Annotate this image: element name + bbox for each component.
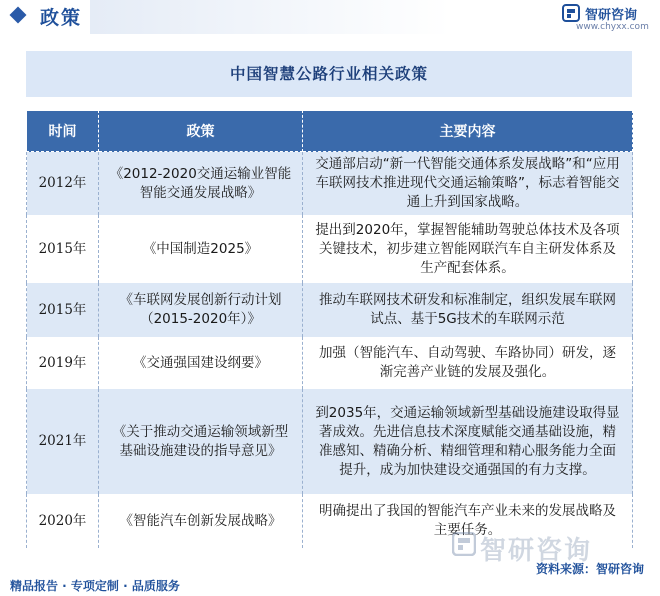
column-header-time: 时间 bbox=[27, 111, 99, 152]
row-year: 2012年 bbox=[27, 152, 99, 216]
row-content: 提出到2020年，掌握智能辅助驾驶总体技术及各项关键技术，初步建立智能网联汽车自主研发体系及生产配套体系。 bbox=[303, 215, 633, 283]
table-row bbox=[27, 283, 633, 337]
footer-tagline: 精品报告 · 专项定制 · 品质服务 bbox=[10, 579, 180, 593]
policy-table-section bbox=[26, 51, 632, 548]
column-header-content: 主要内容 bbox=[303, 111, 633, 152]
row-content: 明确提出了我国的智能汽车产业未来的发展战略及主要任务。 bbox=[303, 494, 633, 548]
row-policy: 《中国制造2025》 bbox=[99, 215, 303, 283]
table-row bbox=[27, 215, 633, 283]
policy-table bbox=[26, 110, 633, 548]
footer-source: 资料来源：智研咨询 bbox=[536, 562, 645, 576]
row-year: 2015年 bbox=[27, 215, 99, 283]
table-row bbox=[27, 389, 633, 494]
table-title: 中国智慧公路行业相关政策 bbox=[26, 51, 632, 97]
table-row bbox=[27, 152, 633, 216]
column-header-policy: 政策 bbox=[99, 111, 303, 152]
row-year: 2020年 bbox=[27, 494, 99, 548]
row-policy: 《2012-2020交通运输业智能智能交通发展战略》 bbox=[99, 152, 303, 216]
row-content: 加强（智能汽车、自动驾驶、车路协同）研发，逐渐完善产业链的发展及强化。 bbox=[303, 337, 633, 389]
brand-name: 智研咨询 bbox=[585, 8, 638, 23]
row-policy: 《交通强国建设纲要》 bbox=[99, 337, 303, 389]
row-policy: 《关于推动交通运输领域新型基础设施建设的指导意见》 bbox=[99, 389, 303, 494]
table-row bbox=[27, 337, 633, 389]
row-policy: 《智能汽车创新发展战略》 bbox=[99, 494, 303, 548]
row-year: 2019年 bbox=[27, 337, 99, 389]
watermark-logo-icon bbox=[452, 532, 476, 556]
table-header-row bbox=[27, 111, 633, 152]
watermark-brand: 智研咨询 bbox=[480, 536, 593, 566]
row-year: 2015年 bbox=[27, 283, 99, 337]
diamond-icon bbox=[10, 7, 27, 24]
row-content: 到2035年，交通运输领域新型基础设施建设取得显著成效。先进信息技术深度赋能交通基础设施，精准感知、精确分析、精细管理和精心服务能力全面提升，成为加快建设交通强国的有力支撑。 bbox=[303, 389, 633, 494]
section-title: 政策 bbox=[40, 7, 83, 29]
brand-logo-icon bbox=[562, 4, 580, 22]
header-gradient bbox=[90, 0, 450, 34]
header-bar bbox=[0, 0, 660, 34]
row-policy: 《车联网发展创新行动计划（2015-2020年）》 bbox=[99, 283, 303, 337]
row-content: 交通部启动“新一代智能交通体系发展战略”和“应用车联网技术推进现代交通运输策略”，标志着智能交通上升到国家战略。 bbox=[303, 152, 633, 216]
row-year: 2021年 bbox=[27, 389, 99, 494]
brand-url: www.chyxx.com bbox=[576, 22, 649, 32]
row-content: 推动车联网技术研发和标准制定，组织发展车联网试点、基于5G技术的车联网示范 bbox=[303, 283, 633, 337]
